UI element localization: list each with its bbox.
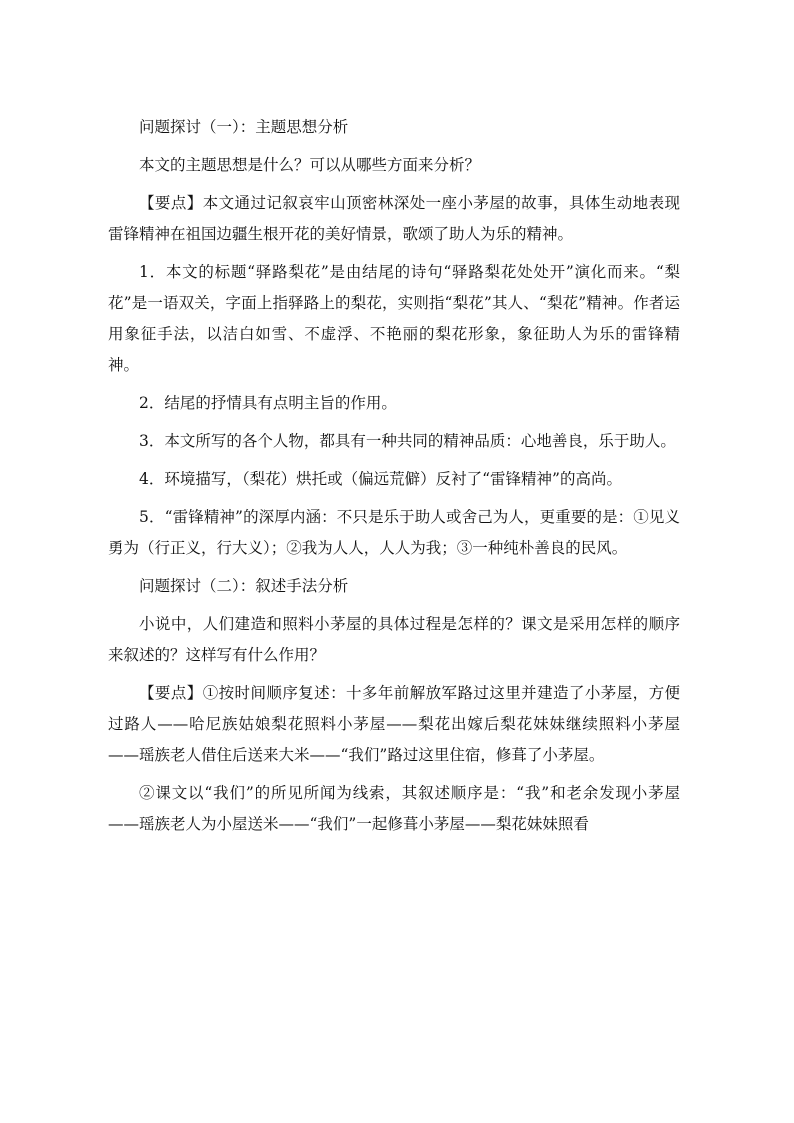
key-point-2-continued: ②课文以“我们”的所见所闻为线索，其叙述顺序是：“我”和老余发现小茅屋——瑶族老人为小屋送米——“我们”一起修葺小茅屋——梨花妹妹照看 [108,784,680,833]
key-point-2: 【要点】①按时间顺序复述：十多年前解放军路过这里并建造了小茅屋，方便过路人——哈尼族姑娘梨花照料小茅屋——梨花出嫁后梨花妹妹继续照料小茅屋——瑶族老人借住后送来大米——“我们”路过这里住宿，修葺了小茅屋。 [108,684,680,764]
point-1: 1．本文的标题“驿路梨花”是由结尾的诗句“驿路梨花处处开”演化而来。“梨花”是一语双关，字面上指驿路上的梨花，实则指“梨花”其人、“梨花”精神。作者运用象征手法，以洁白如雪、不虚浮、不艳丽的梨花形象，象征助人为乐的雷锋精神。 [108,263,680,374]
section-heading-2: 问题探讨（二）：叙述手法分析 [139,577,349,595]
question-1: 本文的主题思想是什么？可以从哪些方面来分析？ [139,156,481,174]
point-4: 4．环境描写，（梨花）烘托或（偏远荒僻）反衬了“雷锋精神”的高尚。 [139,470,622,488]
point-5: 5．“雷锋精神”的深厚内涵：不只是乐于助人或舍己为人，更重要的是：①见义勇为（行正义，行大义）；②我为人人，人人为我；③一种纯朴善良的民风。 [108,508,680,557]
key-point-1: 【要点】本文通过记叙哀牢山顶密林深处一座小茅屋的故事，具体生动地表现雷锋精神在祖国边疆生根开花的美好情景，歌颂了助人为乐的精神。 [108,194,680,243]
point-3: 3．本文所写的各个人物，都具有一种共同的精神品质：心地善良，乐于助人。 [139,432,676,450]
point-2: 2．结尾的抒情具有点明主旨的作用。 [139,394,397,412]
question-2: 小说中，人们建造和照料小茅屋的具体过程是怎样的？课文是采用怎样的顺序来叙述的？这样写有什么作用？ [108,615,680,664]
document-body [108,112,680,847]
section-heading-1: 问题探讨（一）：主题思想分析 [139,118,349,136]
